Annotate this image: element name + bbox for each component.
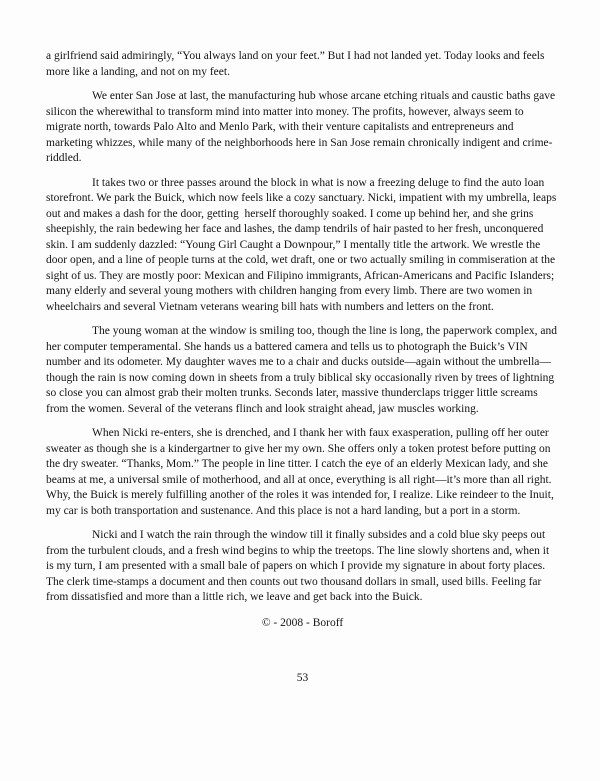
paragraph: We enter San Jose at last, the manufacturing hub whose arcane etching rituals and caustic baths gave silicon the wherewithal to transform mind into matter into money. The profits, however, always seem to migrate north, towards Palo Alto and Menlo Park, with their venture capitalists and entrepreneurs and marketing whizzes, while many of the neighborhoods here in San Jose remain chronically indigent and crime-riddled.	[46, 90, 558, 164]
paragraph: It takes two or three passes around the block in what is now a freezing deluge to find the auto loan storefront. We park the Buick, which now feels like a cozy sanctuary. Nicki, impatient with my umbrella, leaps out and makes a dash for the door, getting herself thoroughly soaked. I come up behind her, and she grins sheepishly, the rain bedewing her face and lashes, the damp tendrils of hair pasted to her fresh, unconquered skin. I am suddenly dazzled: “Young Girl Caught a Downpour,” I mentally title the artwork. We wrestle the door open, and a line of people turns at the cold, wet draft, one or two actually smiling in commiseration at the sight of us. They are mostly poor: Mexican and Filipino immigrants, African-Americans and Pacific Islanders; many elderly and several young mothers with children hanging from every limb. There are two women in wheelchairs and several Vietnam veterans wearing bill hats with numbers and letters on the front.	[46, 176, 560, 313]
paragraph: Nicki and I watch the rain through the window till it finally subsides and a cold blue sky peeps out from the turbulent clouds, and a fresh wind begins to whip the treetops. The line slowly shortens and, when it is my turn, I am presented with a small bale of papers on which I provide my signature in about forty places. The clerk time-stamps a document and then counts out two thousand dollars in small, used bills. Feeling far from dissatisfied and more than a little rich, we leave and get back into the Buick.	[46, 529, 553, 603]
paragraph: a girlfriend said admiringly, “You always land on your feet.” But I had not landed yet. Today looks and feels more like a landing, and not on my feet.	[46, 50, 548, 78]
page-number: 53	[296, 672, 309, 684]
paragraph: When Nicki re-enters, she is drenched, and I thank her with faux exasperation, pulling off her outer sweater as though she is a kindergartner to give her my own. She offers only a token protest before putting on the dry sweater. “Thanks, Mom.” The people in line titter. I catch the eye of an elderly Mexican lady, and she beams at me, a universal smile of motherhood, and all at once, everything is all right—it’s more than all right. Why, the Buick is merely fulfilling another of the roles it was intended for, I realize. Like reindeer to the Inuit, my car is both transportation and sustenance. And this place is not a hard landing, but a port in a storm.	[46, 427, 558, 517]
copyright-line: © - 2008 - Boroff	[261, 616, 344, 629]
paragraph: The young woman at the window is smiling too, though the line is long, the paperwork complex, and her computer temperamental. She hands us a battered camera and tells us to photograph the Buick’s VIN number and its odometer. My daughter waves me to a chair and ducks outside—again without the umbrella—though the rain is now coming down in sheets from a truly biblical sky occasionally riven by trees of lightning so close you can almost grab their molten trunks. Seconds later, massive thunderclaps trigger little screams from the women. Several of the veterans flinch and look straight ahead, jaw muscles working.	[46, 325, 560, 415]
